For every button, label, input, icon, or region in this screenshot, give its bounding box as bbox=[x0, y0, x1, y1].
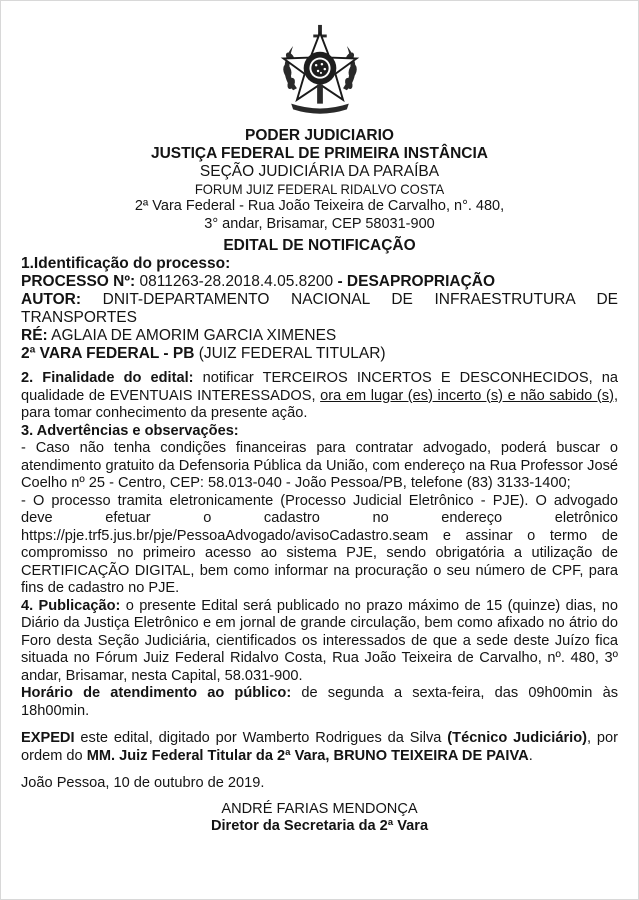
header-line-5: 2ª Vara Federal - Rua João Teixeira de Carvalho, n°. 480, bbox=[134, 198, 505, 214]
opening-hours-label: Horário de atendimento ao público: bbox=[21, 685, 292, 701]
expedi-text-a: este edital, digitado por Wamberto Rodrigues da Silva bbox=[74, 730, 448, 746]
page-title: EDITAL DE NOTIFICAÇÃO bbox=[223, 237, 416, 254]
opening-hours bbox=[21, 685, 618, 720]
autor-value: DNIT-DEPARTAMENTO NACIONAL DE INFRAESTRUTURA DE TRANSPORTES bbox=[21, 291, 618, 326]
process-label: PROCESSO Nº: bbox=[21, 273, 136, 290]
section-4-heading: 4. Publicação: bbox=[21, 597, 121, 614]
section-3-paragraph-2: - O processo tramita eletronicamente (Processo Judicial Eletrônico - PJE). O advogado deve efetuar o cadastro no endereço eletrônico https://pje.trf5.jus.br/pje/PessoaAdvogado/avisoCadastro.seam e assinar o termo de compromisso no primeiro acesso ao sistema PJE, sendo obrigatória a utilização de CERTIFICAÇÃO DIGITAL, bem como informar na procuração o seu número de CPF, para fins de cadastro no PJE. bbox=[21, 492, 618, 596]
header-line-1: PODER JUDICIARIO bbox=[245, 127, 394, 144]
section-2-heading: 2. Finalidade do edital: bbox=[21, 370, 194, 386]
section-3-paragraph-1: - Caso não tenha condições financeiras para contratar advogado, poderá buscar o atendimento gratuito da Defensoria Pública da União, com endereço na Rua Professor José Coelho nº 25 - Centro, CEP: 58.013-040 - João Pessoa/PB, telefone (83) 3133-1400; bbox=[21, 440, 618, 491]
date-line: João Pessoa, 10 de outubro de 2019. bbox=[21, 775, 265, 791]
header-line-3: SEÇÃO JUDICIÁRIA DA PARAÍBA bbox=[199, 163, 440, 180]
re-value: AGLAIA DE AMORIM GARCIA XIMENES bbox=[47, 327, 337, 344]
expedi-label: EXPEDI bbox=[21, 730, 75, 746]
opening-hours-text: de segunda a sexta-feira, das 09h00min às 18h00min. bbox=[21, 685, 619, 719]
expedi-text-b: , por ordem do bbox=[21, 730, 619, 764]
section-3-warnings bbox=[21, 423, 618, 598]
section-1-process-identification bbox=[21, 255, 618, 363]
vara-value: (JUIZ FEDERAL TITULAR) bbox=[194, 345, 386, 362]
process-number-line bbox=[21, 273, 618, 291]
section-2-text-b: , para tomar conhecimento da presente ação. bbox=[21, 387, 618, 421]
autor-label: AUTOR: bbox=[21, 291, 81, 308]
expedi-end: . bbox=[528, 747, 533, 764]
vara-label: 2ª VARA FEDERAL - PB bbox=[21, 345, 195, 362]
court-header bbox=[21, 127, 618, 233]
signature-block bbox=[21, 801, 618, 836]
process-number: 0811263-28.2018.4.05.8200 bbox=[135, 273, 338, 290]
section-3-heading: 3. Advertências e observações: bbox=[21, 422, 239, 439]
autor-line bbox=[21, 291, 618, 327]
signature-title: Diretor da Secretaria da 2ª Vara bbox=[210, 818, 429, 834]
header-line-6: 3° andar, Brisamar, CEP 58031-900 bbox=[204, 215, 435, 232]
section-1-heading: 1.Identificação do processo: bbox=[21, 255, 231, 272]
process-type: - DESAPROPRIAÇÃO bbox=[337, 273, 496, 290]
re-label: RÉ: bbox=[21, 327, 48, 344]
section-4-publication bbox=[21, 598, 618, 686]
section-2-underlined: ora em lugar (es) incerto (s) e não sabido (s) bbox=[320, 387, 614, 404]
re-line bbox=[21, 327, 618, 345]
vara-line bbox=[21, 345, 618, 363]
expedi-role: (Técnico Judiciário) bbox=[447, 730, 587, 746]
section-2-text-a: notificar TERCEIROS INCERTOS E DESCONHECIDOS, na qualidade de EVENTUAIS INTERESSADOS, bbox=[21, 370, 618, 404]
header-line-2: JUSTIÇA FEDERAL DE PRIMEIRA INSTÂNCIA bbox=[150, 145, 488, 162]
section-4-text: o presente Edital será publicado no prazo máximo de 15 (quinze) dias, no Diário da Justiça Eletrônico e em jornal de grande circulação, bem como afixado no átrio do Foro desta Seção Judiciária, cientificados os interessados de que a sede deste Juízo fica situada no Fórum Juiz Federal Ridalvo Costa, Rua João Teixeira de Carvalho, nº. 480, 3º andar, Brisamar, nesta Capital, 58.031-900. bbox=[21, 597, 618, 684]
expedi-paragraph bbox=[21, 730, 618, 765]
signature-name: ANDRÉ FARIAS MENDONÇA bbox=[221, 800, 418, 817]
section-2-purpose bbox=[21, 370, 618, 423]
brazil-coat-of-arms-icon bbox=[272, 23, 368, 119]
expedi-judge: MM. Juiz Federal Titular da 2ª Vara, BRUNO TEIXEIRA DE PAIVA bbox=[86, 747, 529, 764]
header-line-4: FORUM JUIZ FEDERAL RIDALVO COSTA bbox=[194, 181, 445, 197]
